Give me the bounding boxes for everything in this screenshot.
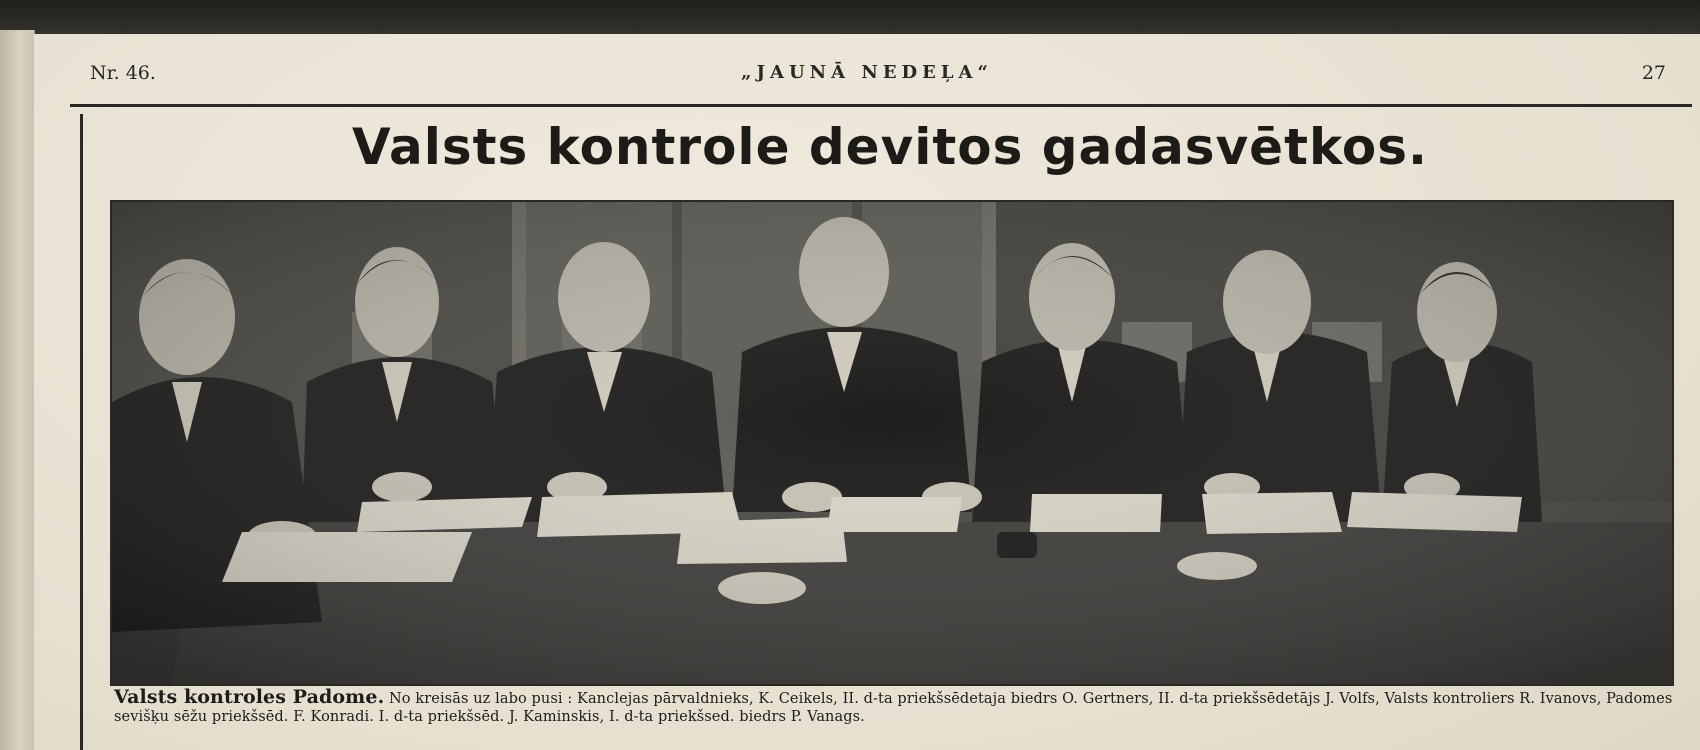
book-spine (0, 30, 35, 750)
newspaper-page (34, 34, 1700, 750)
frame-left-rule (80, 114, 83, 750)
page-number: 27 (1641, 62, 1666, 84)
group-photo (110, 200, 1674, 686)
caption-body: No kreisās uz labo pusi : Kanclejas pārvaldnieks, K. Ceikels, II. d-ta priekšsēdetaja biedrs O. Gertners, II. d-ta priekšsēdetājs J. Volfs, Valsts kontroliers R. Ivanovs, Padomes sevišķu sēžu priekšsēd. F. Konradi. I. d-ta priekšsēd. J. Kaminskis, I. d-ta priekšsed. biedrs P. Vanags. (114, 691, 1673, 725)
running-head (34, 62, 1700, 92)
book-top-edge (0, 0, 1700, 36)
photo-caption (114, 688, 1674, 726)
header-rule (70, 104, 1692, 107)
newspaper-title: „JAUNĀ NEDEĻA“ (741, 62, 993, 83)
caption-lead: Valsts kontroles Padome. (114, 686, 385, 708)
issue-number: Nr. 46. (90, 62, 156, 84)
article-headline: Valsts kontrole devitos gadasvētkos. (352, 118, 1428, 176)
group-photo-illustration (112, 202, 1672, 684)
